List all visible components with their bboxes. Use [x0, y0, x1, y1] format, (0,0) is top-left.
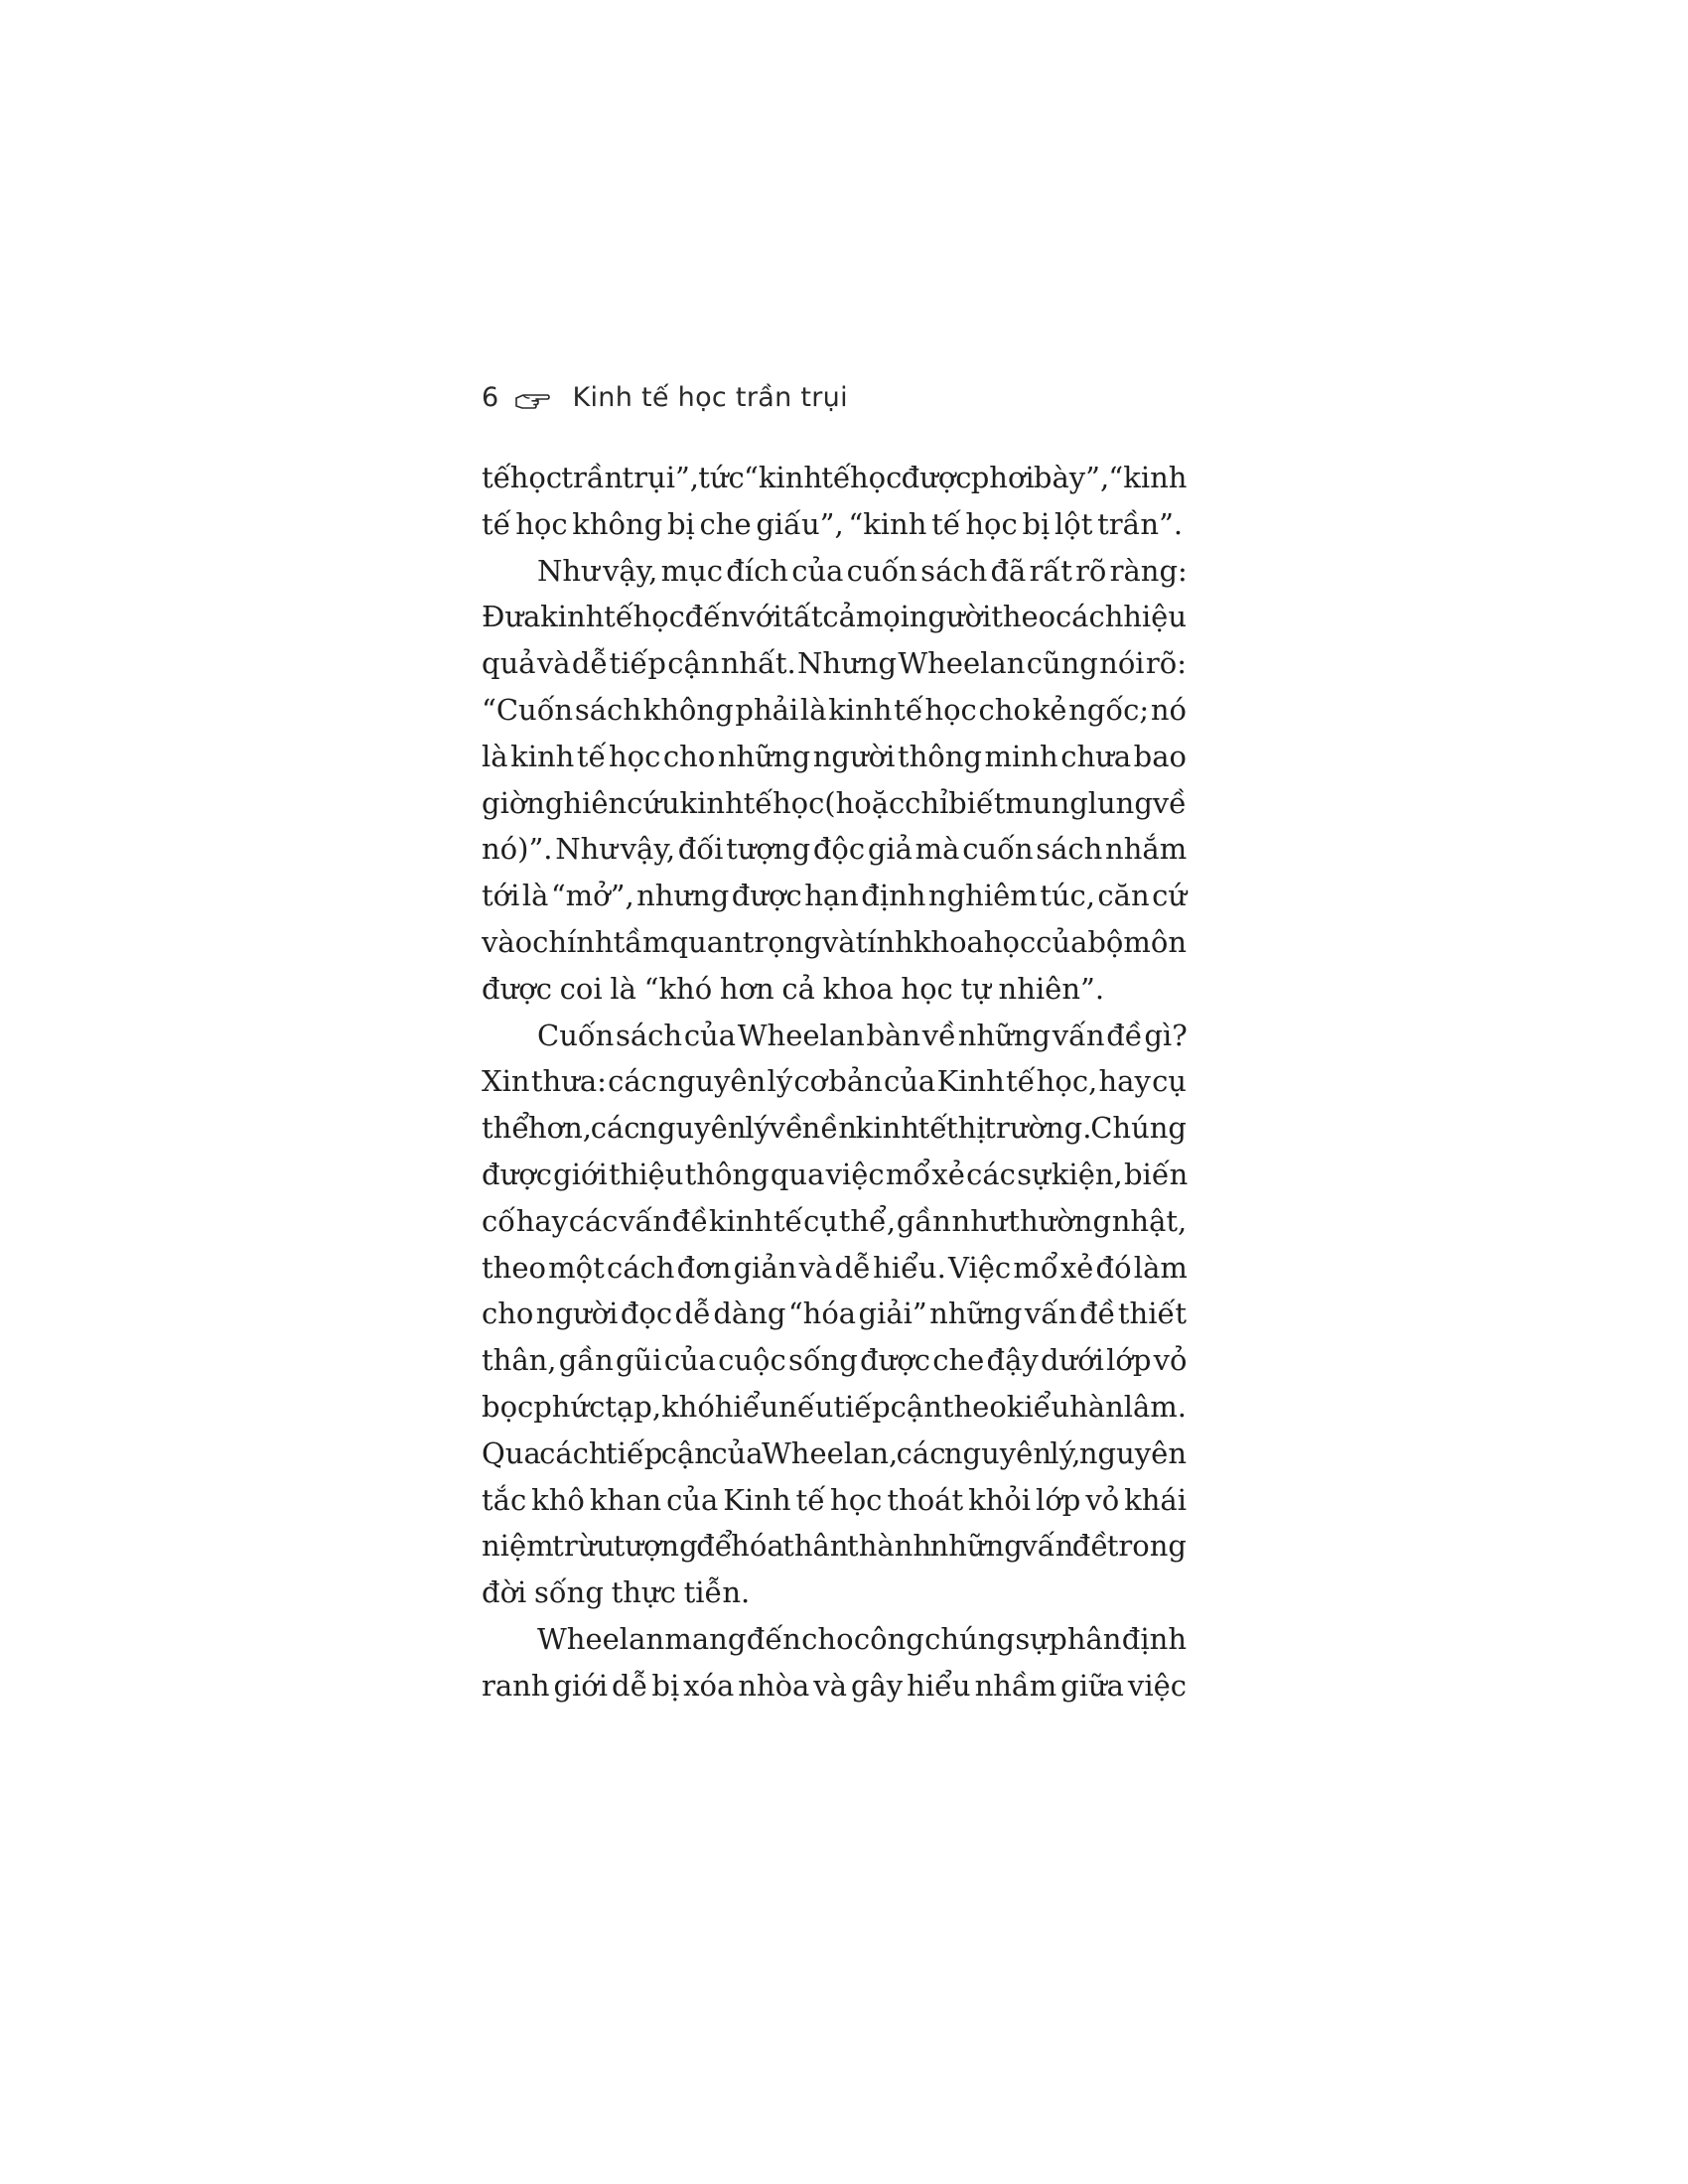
- text-line: được giới thiệu thông qua việc mổ xẻ các sự kiện, biến: [482, 1157, 1189, 1191]
- pointing-hand-icon: [514, 387, 550, 409]
- text-line: Như vậy, mục đích của cuốn sách đã rất rõ ràng:: [537, 553, 1188, 588]
- text-line: bọc phức tạp, khó hiểu nếu tiếp cận theo kiểu hàn lâm.: [482, 1389, 1187, 1424]
- body-text: [482, 455, 1187, 1709]
- text-line: tới là “mở”, nhưng được hạn định nghiêm túc, căn cứ: [482, 879, 1187, 913]
- text-line: niệm trừu tượng để hóa thân thành những vấn đề trong: [482, 1529, 1187, 1564]
- text-line: đời sống thực tiễn.: [482, 1575, 751, 1610]
- text-line: giờ nghiên cứu kinh tế học (hoặc chỉ biết mung lung về: [482, 785, 1187, 820]
- text-line: thân, gần gũi của cuộc sống được che đậy dưới lớp vỏ: [482, 1343, 1188, 1378]
- text-line: Cuốn sách của Wheelan bàn về những vấn đề gì?: [537, 1018, 1188, 1052]
- text-line: thể hơn, các nguyên lý về nền kinh tế thị trường. Chúng: [482, 1111, 1187, 1146]
- running-header: [482, 382, 848, 413]
- text-line: được coi là “khó hơn cả khoa học tự nhiên”.: [482, 971, 1105, 1006]
- text-line: tế học trần trụi”, tức “kinh tế học được phơi bày”, “kinh: [482, 461, 1188, 494]
- text-line: tế học không bị che giấu”, “kinh tế học bị lột trần”.: [482, 506, 1184, 541]
- paragraph: [482, 1013, 1187, 1616]
- text-line: tắc khô khan của Kinh tế học thoát khỏi lớp vỏ khái: [482, 1482, 1187, 1517]
- text-line: cho người đọc dễ dàng “hóa giải” những vấn đề thiết: [482, 1297, 1187, 1331]
- text-line: theo một cách đơn giản và dễ hiểu. Việc mổ xẻ đó làm: [482, 1250, 1188, 1285]
- text-line: Qua cách tiếp cận của Wheelan, các nguyên lý, nguyên: [482, 1435, 1187, 1470]
- text-line: nó)”. Như vậy, đối tượng độc giả mà cuốn sách nhắm: [482, 832, 1188, 867]
- text-line: Wheelan mang đến cho công chúng sự phân định: [537, 1621, 1187, 1656]
- text-line: cố hay các vấn đề kinh tế cụ thể, gần như thường nhật,: [482, 1203, 1188, 1238]
- text-line: là kinh tế học cho những người thông minh chưa bao: [482, 739, 1187, 773]
- text-line: Xin thưa: các nguyên lý cơ bản của Kinh tế học, hay cụ: [482, 1064, 1187, 1099]
- page-number: 6: [482, 382, 499, 413]
- text-line: “Cuốn sách không phải là kinh tế học cho kẻ ngốc; nó: [482, 692, 1187, 727]
- text-line: quả và dễ tiếp cận nhất. Nhưng Wheelan cũng nói rõ:: [482, 646, 1187, 681]
- paragraph: [482, 455, 1187, 548]
- paragraph: [482, 1616, 1187, 1709]
- text-line: vào chính tầm quan trọng và tính khoa học của bộ môn: [482, 924, 1187, 959]
- text-line: Đưa kinh tế học đến với tất cả mọi người theo cách hiệu: [482, 600, 1187, 634]
- text-line: ranh giới dễ bị xóa nhòa và gây hiểu nhầm giữa việc: [482, 1668, 1187, 1703]
- book-title: Kinh tế học trần trụi: [572, 382, 848, 413]
- paragraph: [482, 548, 1187, 1013]
